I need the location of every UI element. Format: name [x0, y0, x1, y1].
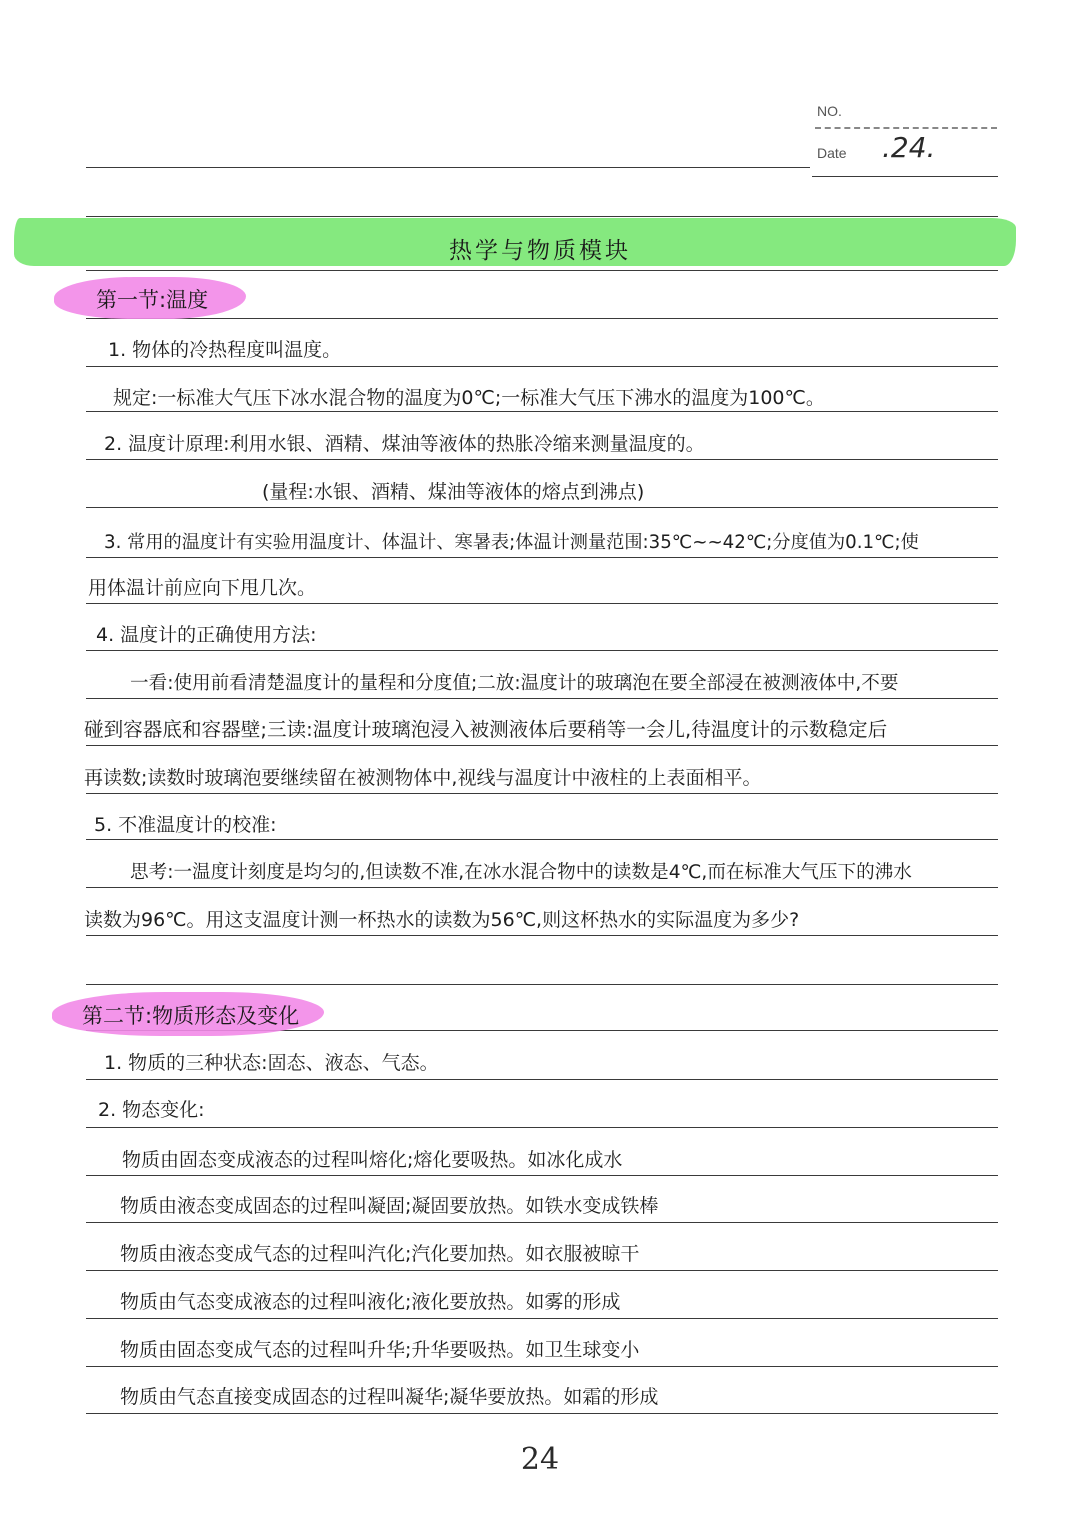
text-line: 规定:一标准大气压下冰水混合物的温度为0℃;一标准大气压下沸水的温度为100℃。	[113, 387, 825, 409]
ruled-line	[86, 1222, 998, 1223]
text-line: 一看:使用前看清楚温度计的量程和分度值;二放:温度计的玻璃泡在要全部浸在被测液体中,不要	[130, 673, 899, 694]
ruled-line	[86, 1318, 998, 1319]
ruled-line	[86, 270, 998, 271]
ruled-line	[86, 459, 998, 460]
ruled-line	[86, 167, 810, 168]
ruled-line	[86, 1413, 998, 1414]
text-line: 物质由固态变成气态的过程叫升华;升华要吸热。如卫生球变小	[120, 1339, 640, 1361]
text-line: 5. 不准温度计的校准:	[94, 814, 277, 836]
ruled-line	[86, 318, 998, 319]
section-1-title: 第一节:温度	[96, 288, 209, 312]
ruled-line	[86, 1270, 998, 1271]
ruled-line	[86, 745, 998, 746]
text-line: 思考:一温度计刻度是均匀的,但读数不准,在冰水混合物中的读数是4℃,而在标准大气压下的沸水	[130, 862, 912, 883]
ruled-line	[86, 650, 998, 651]
text-line: (量程:水银、酒精、煤油等液体的熔点到沸点)	[262, 481, 645, 503]
text-line: 物质由气态变成液态的过程叫液化;液化要放热。如雾的形成	[120, 1291, 621, 1313]
date-value: .24.	[882, 131, 936, 164]
text-line: 物质由液态变成气态的过程叫汽化;汽化要加热。如衣服被晾干	[120, 1243, 640, 1265]
text-line: 4. 温度计的正确使用方法:	[96, 624, 317, 646]
ruled-line	[86, 1079, 998, 1080]
module-title: 热学与物质模块	[449, 238, 631, 264]
text-line: 碰到容器底和容器壁;三读:温度计玻璃泡浸入被测液体后要稍等一会儿,待温度计的示数稳定后	[84, 718, 888, 741]
section-2-title: 第二节:物质形态及变化	[82, 1004, 300, 1028]
no-label: NO.	[817, 103, 842, 119]
ruled-line	[86, 1127, 998, 1128]
text-line: 物质由液态变成固态的过程叫凝固;凝固要放热。如铁水变成铁棒	[120, 1195, 659, 1217]
no-dashed-line	[815, 127, 997, 129]
text-line: 1. 物质的三种状态:固态、液态、气态。	[104, 1052, 439, 1074]
text-line: 2. 物态变化:	[98, 1099, 205, 1121]
ruled-line	[86, 557, 998, 558]
ruled-line	[86, 603, 998, 604]
ruled-line	[86, 839, 998, 840]
ruled-line	[86, 411, 998, 412]
page-number: 24	[520, 1442, 560, 1477]
ruled-line	[86, 1366, 998, 1367]
text-line: 3. 常用的温度计有实验用温度计、体温计、寒暑表;体温计测量范围:35℃~~42℃;分度值为0.1℃;使	[104, 532, 919, 553]
ruled-line	[86, 698, 998, 699]
text-line: 读数为96℃。用这支温度计测一杯热水的读数为56℃,则这杯热水的实际温度为多少?	[84, 909, 800, 931]
date-rule	[812, 176, 998, 177]
text-line: 2. 温度计原理:利用水银、酒精、煤油等液体的热胀冷缩来测量温度的。	[104, 433, 705, 455]
ruled-line	[86, 793, 998, 794]
text-line: 物质由气态直接变成固态的过程叫凝华;凝华要放热。如霜的形成	[120, 1386, 659, 1408]
text-line: 再读数;读数时玻璃泡要继续留在被测物体中,视线与温度计中液柱的上表面相平。	[84, 767, 762, 789]
ruled-line	[86, 1175, 998, 1176]
ruled-line	[86, 935, 998, 936]
ruled-line	[86, 984, 998, 985]
text-line: 1. 物体的冷热程度叫温度。	[108, 339, 342, 361]
ruled-line	[86, 507, 998, 508]
text-line: 用体温计前应向下甩几次。	[88, 577, 317, 599]
date-label: Date	[817, 145, 847, 161]
ruled-line	[86, 887, 998, 888]
ruled-line	[86, 216, 998, 217]
ruled-line	[86, 366, 998, 367]
text-line: 物质由固态变成液态的过程叫熔化;熔化要吸热。如冰化成水	[122, 1149, 623, 1171]
